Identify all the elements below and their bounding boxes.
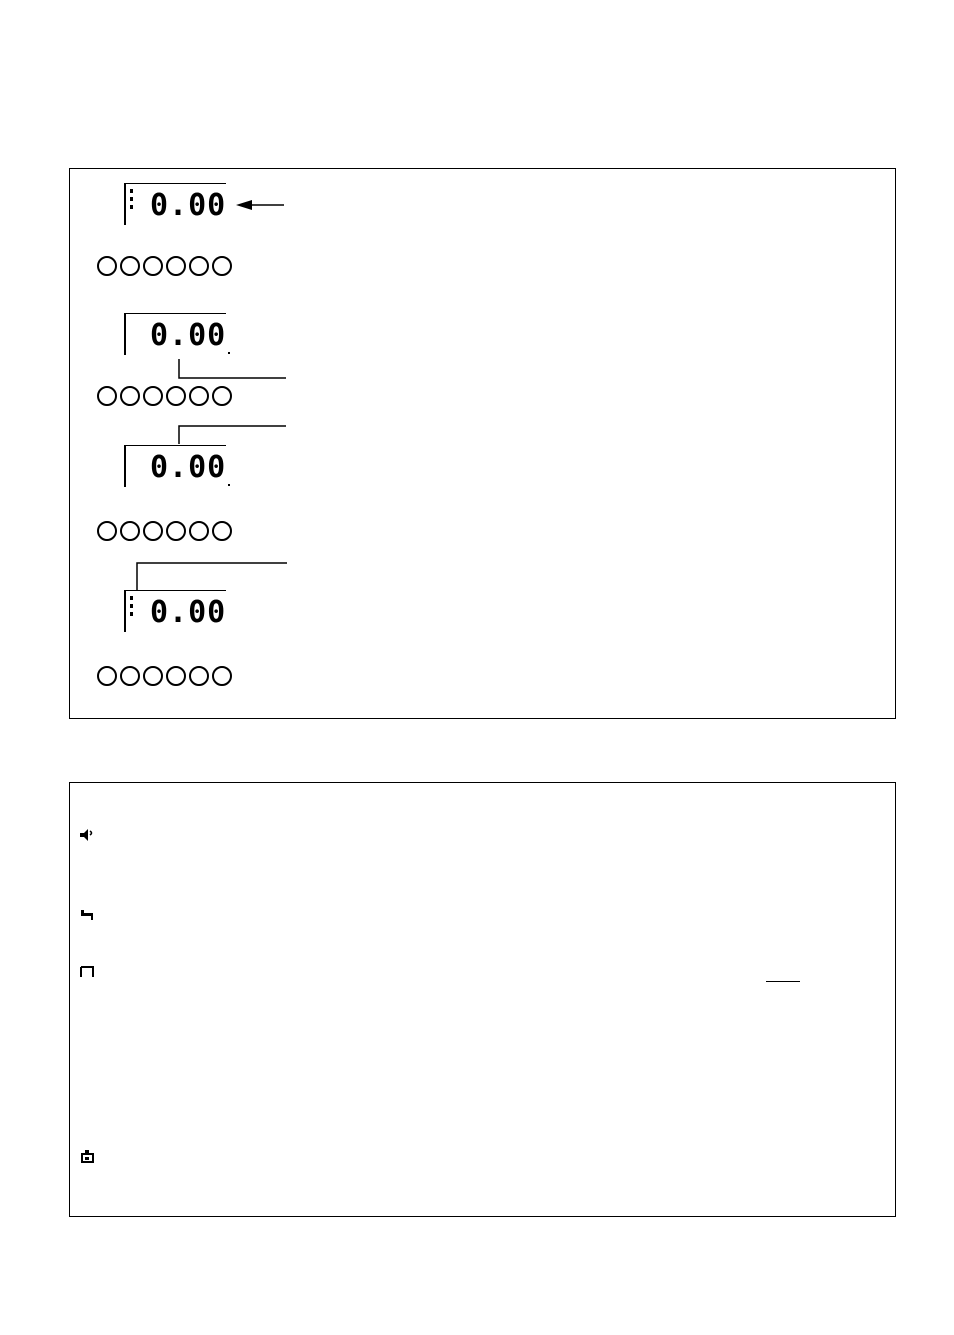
leader-line-2 xyxy=(179,426,286,444)
leader-line-3 xyxy=(137,563,287,590)
display-reading: 0.00 xyxy=(150,595,227,630)
bracket-icon xyxy=(79,964,95,980)
arrow-head-icon xyxy=(236,200,252,210)
leader-line-1 xyxy=(179,359,286,378)
display-reading: 0.00 xyxy=(150,450,227,485)
display-reading: 0.00 xyxy=(150,318,227,353)
tray-icon xyxy=(79,906,95,922)
printer-icon xyxy=(79,1148,95,1164)
display-reading: 0.00 xyxy=(150,188,227,223)
speaker-icon xyxy=(79,827,95,843)
description-panel xyxy=(69,782,896,1217)
underline-mark xyxy=(766,981,800,982)
